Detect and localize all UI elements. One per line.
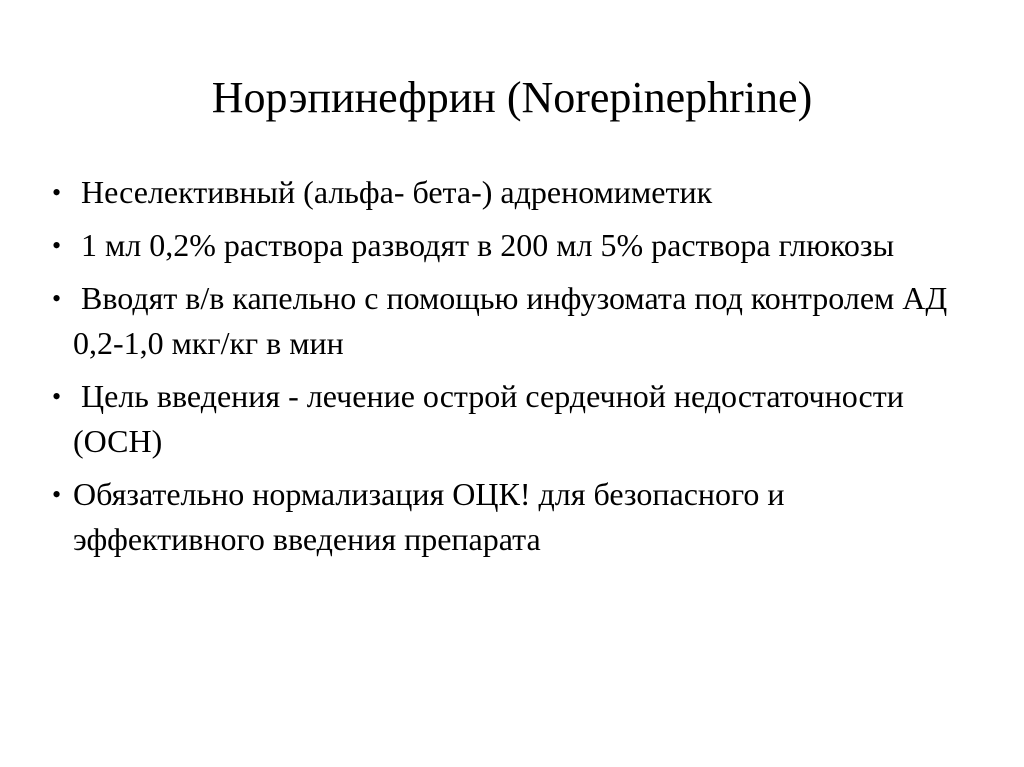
bullet-item xyxy=(52,472,982,562)
bullet-icon: • xyxy=(52,382,62,411)
bullet-text: 1 мл 0,2% раствора разводят в 200 мл 5% раствора глюкозы xyxy=(81,227,895,263)
bullet-icon: • xyxy=(52,231,62,260)
bullet-icon: • xyxy=(52,178,62,207)
bullet-text: Неселективный (альфа- бета-) адреномиметик xyxy=(81,174,713,210)
slide-title: Норэпинефрин (Norepinephrine) xyxy=(211,73,813,122)
bullet-item xyxy=(52,374,982,464)
bullet-item xyxy=(52,170,982,215)
bullet-item xyxy=(52,223,982,268)
bullet-text: Вводят в/в капельно с помощью инфузомата под контролем АД 0,2-1,0 мкг/кг в мин xyxy=(73,280,948,361)
bullet-text: Цель введения - лечение острой сердечной недостаточности (ОСН) xyxy=(73,378,904,459)
bullet-icon: • xyxy=(52,480,62,509)
bullet-icon: • xyxy=(52,284,62,313)
bullet-text: Обязательно нормализация ОЦК! для безопасного и эффективного введения препарата xyxy=(73,476,785,557)
bullet-item xyxy=(52,276,982,366)
bullet-list xyxy=(52,170,982,568)
